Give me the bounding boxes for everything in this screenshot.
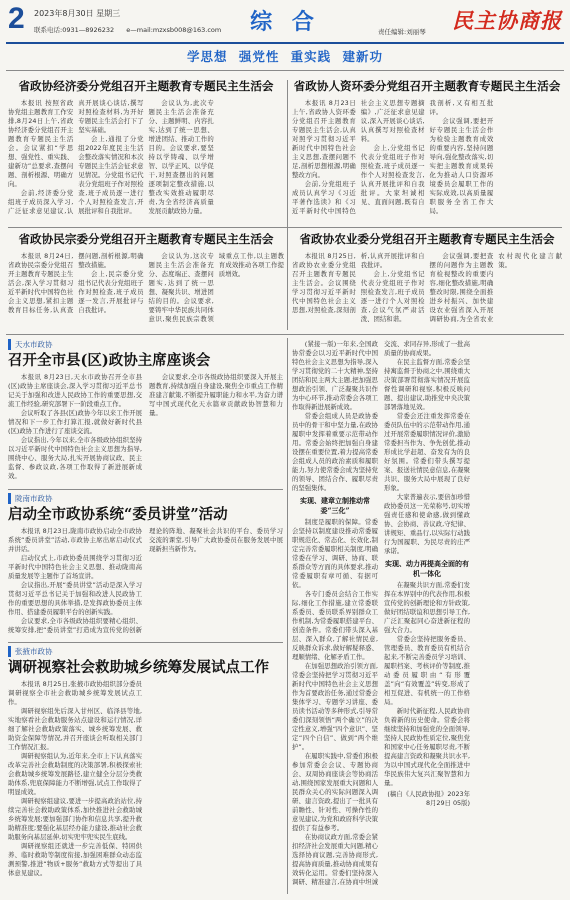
paragraph: 会上,分党组书记代表分党组班子作对照检查,班子成员逐一作个人对照检查发言,认真开展批评和自我批评。大家坦诚相见、直面问题,既有自我剖析,又有相互批评。 [360, 99, 494, 206]
paragraph: 在加强思想政治引领方面,常委会坚持把学习贯彻习近平新时代中国特色社会主义思想作为首要政治任务,通过常委会集体学习、专题学习讲座、委员读书活动等多种形式,引导常委们深刻领悟“两个确立”的决定性意义,增强“四个意识”、坚定“四个自信”、做到“两个维护”。 [292, 662, 378, 751]
paragraph: 会前,分党组班子成员认真学习《习近平著作选读》和《习近平新时代中国特色社会主义思想专题摘编》,广泛征求意见建议,深入开展谈心谈话,认真撰写对照检查材料。 [292, 99, 425, 215]
paragraph: 调研视察组认为,近年来,全市上下认真落实改革完善社会救助制度的决策部署,积极探索社会救助城乡统筹发展路径,建立健全分层分类救助体系,兜底保障能力不断增强,试点工作取得了明显成效。 [8, 752, 142, 796]
paragraph: 会议要求,全市各级政协组织要精心组织、统筹安排,把“委员讲堂”打造成为宣传党的创新理论的阵地、凝聚社会共识的平台、委员学习交流的课堂,引导广大政协委员在服务发展中展现新担当新作为。 [8, 527, 283, 634]
paragraph: 各专门委员会结合工作实际,细化工作措施,建立常委联系委员、委员联系界别群众工作机制,为常委履职搭建平台、创造条件。常委们带头深入基层、深入群众,了解社情民意,反映群众诉求,做好解疑释惑、理顺情绪、化解矛盾工作。 [292, 590, 378, 661]
article-title: 省政协经济委分党组召开主题教育专题民主生活会 [18, 79, 274, 93]
city-section-label: 陇南市政协 [8, 493, 283, 504]
paragraph: 本报讯 8月25日,省政协农业委分党组召开主题教育专题民主生活会。会议围绕学习贯彻习近平新时代中国特色社会主义思想,对照检查,深刻剖析,认真开展批评和自我批评。 [292, 252, 425, 314]
paragraph: (紧接一版)一年来,全国政协常委会以习近平新时代中国特色社会主义思想为指导,深入学习贯彻党的二十大精神,坚持团结和民主两大主题,把加强思想政治引领、广泛凝聚共识作为中心环节,推动常委会各项工作取得新进展新成效。 [292, 340, 378, 411]
masthead-logo: 民主协商报 [452, 8, 562, 33]
article-population-resources-committee [292, 78, 562, 224]
article-body [8, 373, 283, 485]
contact-phone: 联系电话:0931—8926232 [34, 26, 115, 34]
news-zhangye [8, 646, 283, 894]
paragraph: 在履职实践中,常委们积极参加常委会会议、专题协商会、双周协商座谈会等协商活动,围绕国家发展重大问题和人民群众关心的实际问题深入调研、建言资政,提出了一批具有前瞻性、针对性、可操作性的意见建议,为党和政府科学决策提供了有益参考。 [292, 752, 378, 832]
paragraph: 制度是履职的保障。常委会坚持以制度建设推动常委履职规范化、常态化、长效化,制定完善常委履职相关制度,明确常委在学习、调研、协商、联系群众等方面的具体要求,推动常委履职有章可循、有据可依。 [292, 518, 378, 589]
contact-line [34, 26, 231, 35]
column-divider [287, 80, 288, 330]
article-economy-committee [8, 78, 284, 224]
paragraph: 本报讯 按照省政协党组主题教育工作安排,8月24日上午,省政协经济委分党组召开主题教育专题民主生活会。会议紧扣“学思想、强党性、重实践、建新功”总要求,查摆问题、剖析根源、明确方向。 [8, 99, 74, 188]
paragraph: 会上,民宗委分党组书记代表分党组班子作对照检查,班子成员逐一发言,开展批评与自我批评。 [78, 270, 144, 314]
paragraph: 调研视察组先后深入甘州区、临泽县等地,实地察看社会救助服务站点建设和运行情况,详细了解社会救助政策落实、城乡统筹发展、救助资金保障等情况,并召开座谈会听取相关部门工作情况汇报。 [8, 707, 142, 751]
city-section-label: 天水市政协 [8, 339, 283, 350]
paragraph: 调研视察组还就进一步完善低保、特困供养、临时救助等制度衔接,加强困难群众动态监测预警,推进“物质+服务”救助方式等提出了具体意见建议。 [8, 842, 142, 877]
paragraph: 调研视察组建议,要进一步提高政治站位,持续完善社会救助政策体系,加快推进社会救助城乡统筹发展;要加强部门协作和信息共享,提升救助精准度;要强化基层经办能力建设,推动社会救助服务向基层延伸,切实兜牢兜实民生底线。 [8, 797, 142, 841]
paragraph: 会议指出,开展“委员讲堂”活动是深入学习贯彻习近平总书记关于加强和改进人民政协工作的重要思想的具体举措,是发挥政协委员主体作用、搭建委员履职平台的创新实践。 [8, 581, 142, 616]
paragraph: 会上,通报了分党组2022年度民主生活会整改落实情况和本次专题民主生活会征求意见情况。分党组书记代表分党组班子作对照检查,班子成员逐一进行个人对照检查发言,开展批评和自我批评。 [78, 135, 144, 215]
feature-subhead: 实现、建章立制推动常委“三化” [300, 496, 370, 515]
paragraph: 本报讯 8月25日,张掖市政协组织部分委员调研视察全市社会救助城乡统筹发展试点工作。 [8, 680, 142, 706]
paragraph: 常委会坚持把服务委员、管理委员、教育委员有机结合起来,不断完善委员学习培训、履职档案、考核评价等制度,推动委员履职由“有形覆盖”向“有效覆盖”转变,形成了相互促进、有机统一的工作格局。 [384, 635, 470, 706]
section-title: 综 合 [250, 9, 320, 35]
paragraph: 启动仪式上,市政协委员围绕学习贯彻习近平新时代中国特色社会主义思想、推动陇南高质量发展等主题作了首场宣讲。 [8, 554, 142, 580]
paragraph: 本报讯 8月23日上午,省政协人资环委分党组召开主题教育专题民主生活会,认真对照学习贯彻习近平新时代中国特色社会主义思想,查摆问题不足,剖析思想根源,明确整改方向。 [292, 99, 356, 179]
article-body [8, 252, 284, 330]
paragraph: 常委会组成人员是政协委员中的骨干和中坚力量,在政协履职中发挥着重要示范带动作用。常委会始终把加强自身建设摆在重要位置,着力提高常委会组成人员的政治素质和履职能力,努力使常委会成为坚持党的领导、团结合作、履职尽责的坚强集体。 [292, 412, 378, 492]
paragraph: 会议听取了各县(区)政协今年以来工作开展情况和下一步工作打算汇报,就做好新时代县(区)政协工作进行了座谈交流。 [8, 409, 142, 435]
paragraph: 本报讯 8月23日,天水市政协召开全市县(区)政协主席座谈会,深入学习贯彻习近平总书记关于加强和改进人民政协工作的重要思想,交流工作经验,研究部署下一阶段重点工作。 [8, 373, 142, 408]
source-note: (稿自《人民政协报》2023年8月29日 05版) [387, 790, 470, 807]
paragraph: 会议认为,这次专题民主生活会准备充分、态度端正、查摆问题实,达到了统一思想、凝聚共识、增进团结的目的。会议要求,要铸牢中华民族共同体意识,聚焦民族宗教领域重点工作,以主题教育成效推动各项工作提质增效。 [148, 252, 284, 323]
paragraph: 会议认为,此次专题民主生活会准备充分、主题鲜明、内容扎实,达到了统一思想、增进团结、推动工作的目的。会议要求,要坚持以学铸魂、以学增智、以学正风、以学促干,对照查摆出的问题逐项制定整改措施,以整改实效推动履职尽责,为全省经济高质量发展贡献政协力量。 [148, 99, 214, 215]
paragraph: 在凝聚共识方面,常委们发挥在本界别中的代表作用,积极宣传党的创新理论和方针政策,做好团结联谊和思想引导工作,广泛汇聚起同心奋进新征程的强大合力。 [384, 581, 470, 634]
news-longnan [8, 493, 283, 640]
paragraph: 会议要求,全市各级政协组织要深入开展主题教育,持续加强自身建设,聚焦全市重点工作精准建言献策,不断提升履职能力和水平,为奋力谱写中国式现代化天水篇章贡献政协智慧和力量。 [149, 373, 283, 417]
contact-email: e—mail:mzxsb008@163.com [126, 26, 222, 34]
paragraph: 会前,经济委分党组班子成员深入学习,广泛征求意见建议,认真开展谈心谈话,撰写对照检查材料,为开好专题民主生活会打下了坚实基础。 [8, 99, 144, 215]
page-number: 2 [8, 2, 25, 35]
headline: 调研视察社会救助城乡统筹发展试点工作 [8, 659, 269, 676]
paragraph: 本报讯 8月23日,陇南市政协启动全市政协系统“委员讲堂”活动,市政协主席出席启动仪式并讲话。 [8, 527, 142, 553]
article-title: 省政协人资环委分党组召开主题教育专题民主生活会 [293, 79, 561, 93]
article-divider [8, 642, 283, 643]
header-divider [6, 42, 564, 44]
paragraph: 会议强调,要把查摆的问题作为主题教育检视整改的重要内容,细化整改措施,明确整改时限,围绕全面推进乡村振兴、加快建设农业强省深入开展调研协商,为全省农业农村现代化建言献策。 [429, 252, 562, 323]
editor-credit: 责任编辑:刘丽琴 [378, 28, 426, 36]
article-ethnic-religious-committee [8, 231, 284, 331]
paragraph: 会议指出,今年以来,全市各级政协组织坚持以习近平新时代中国特色社会主义思想为指导,围绕中心、服务大局,扎实开展协商议政、民主监督、参政议政,各项工作取得了新进展新成效。 [8, 436, 142, 480]
city-section-label: 张掖市政协 [8, 646, 283, 657]
issue-date: 2023年8月30日 星期三 [34, 9, 121, 18]
feature-article-continued [292, 340, 562, 892]
headline: 启动全市政协系统“委员讲堂”活动 [8, 506, 228, 523]
column-divider [287, 338, 288, 894]
news-tianshui [8, 339, 283, 487]
headline: 召开全市县(区)政协主席座谈会 [8, 352, 211, 369]
article-agriculture-committee [292, 231, 562, 331]
article-body [8, 99, 284, 221]
article-title: 省政协农业委分党组召开主题教育专题民主生活会 [299, 232, 555, 246]
paragraph: 大家普遍表示,要倍加珍惜政协委员这一光荣称号,切实增强责任感和使命感,做到懂政协、会协商、善议政,守纪律、讲规矩、重品行,以实际行动践行为国履职、为民尽责的庄严承诺。 [384, 493, 470, 555]
article-title: 省政协民宗委分党组召开主题教育专题民主生活会 [18, 232, 274, 246]
paragraph: 新时代新征程,人民政协肩负着新的历史使命。常委会将继续坚持和加强党的全面领导,坚持人民政协性质定位,聚焦党和国家中心任务履职尽责,不断提高建言资政和凝聚共识水平,为以中国式现代化全面推进中华民族伟大复兴汇聚智慧和力量。 [384, 707, 470, 787]
article-body [8, 680, 283, 892]
article-body [292, 252, 562, 330]
paragraph: 会议强调,要把开好专题民主生活会作为检验主题教育成效的重要内容,坚持问题导向,强化整改落实,切实把主题教育成果转化为推动人口资源环境委员会履职工作的实际成效,以高质量履职服务全省工作大局。 [429, 117, 494, 215]
article-divider [8, 227, 562, 228]
paragraph: 会上,分党组书记代表分党组班子作对照检查发言,班子成员逐一进行个人对照检查,会议气氛严肃活泼、团结和谐。 [360, 270, 425, 323]
article-divider [8, 489, 283, 490]
paragraph: 在民主监督方面,常委会坚持寓监督于协商之中,围绕重大决策部署贯彻落实情况开展监督性调研和视察,积极反映问题、提出建议,助推党中央决策部署落地见效。 [384, 358, 470, 411]
paragraph: 在协商议政方面,常委会紧扣经济社会发展重大问题,精心选择协商议题,完善协商形式,提高协商质量,推动协商成果有效转化运用。常委们坚持深入调研、精准建言,在协商中坦诚交流、求同存异,形成了一批高质量的协商成果。 [292, 340, 470, 886]
theme-banner: 学思想 强党性 重实践 建新功 [186, 49, 384, 64]
feature-subhead: 实现、动力再提高全面的有机一体化 [385, 559, 469, 578]
article-body [8, 527, 283, 638]
article-body [292, 99, 562, 221]
paragraph: 本报讯 8月24日,省政协民宗委分党组召开主题教育专题民主生活会,深入学习贯彻习近平新时代中国特色社会主义思想,紧扣主题教育目标任务,认真查摆问题,剖析根源,明确整改措施。 [8, 252, 144, 314]
section-divider [6, 334, 564, 335]
paragraph: 常委会还注重发挥常委在委员队伍中的示范带动作用,通过开展常委履职情况评价,激励常委担当作为、争先创优,推动形成比学赶超、奋发有为的良好氛围。常委们带头撰写提案、报送社情民意信息,在凝聚共识、服务大局中展现了良好形象。 [384, 412, 470, 492]
banner-divider [6, 70, 564, 71]
